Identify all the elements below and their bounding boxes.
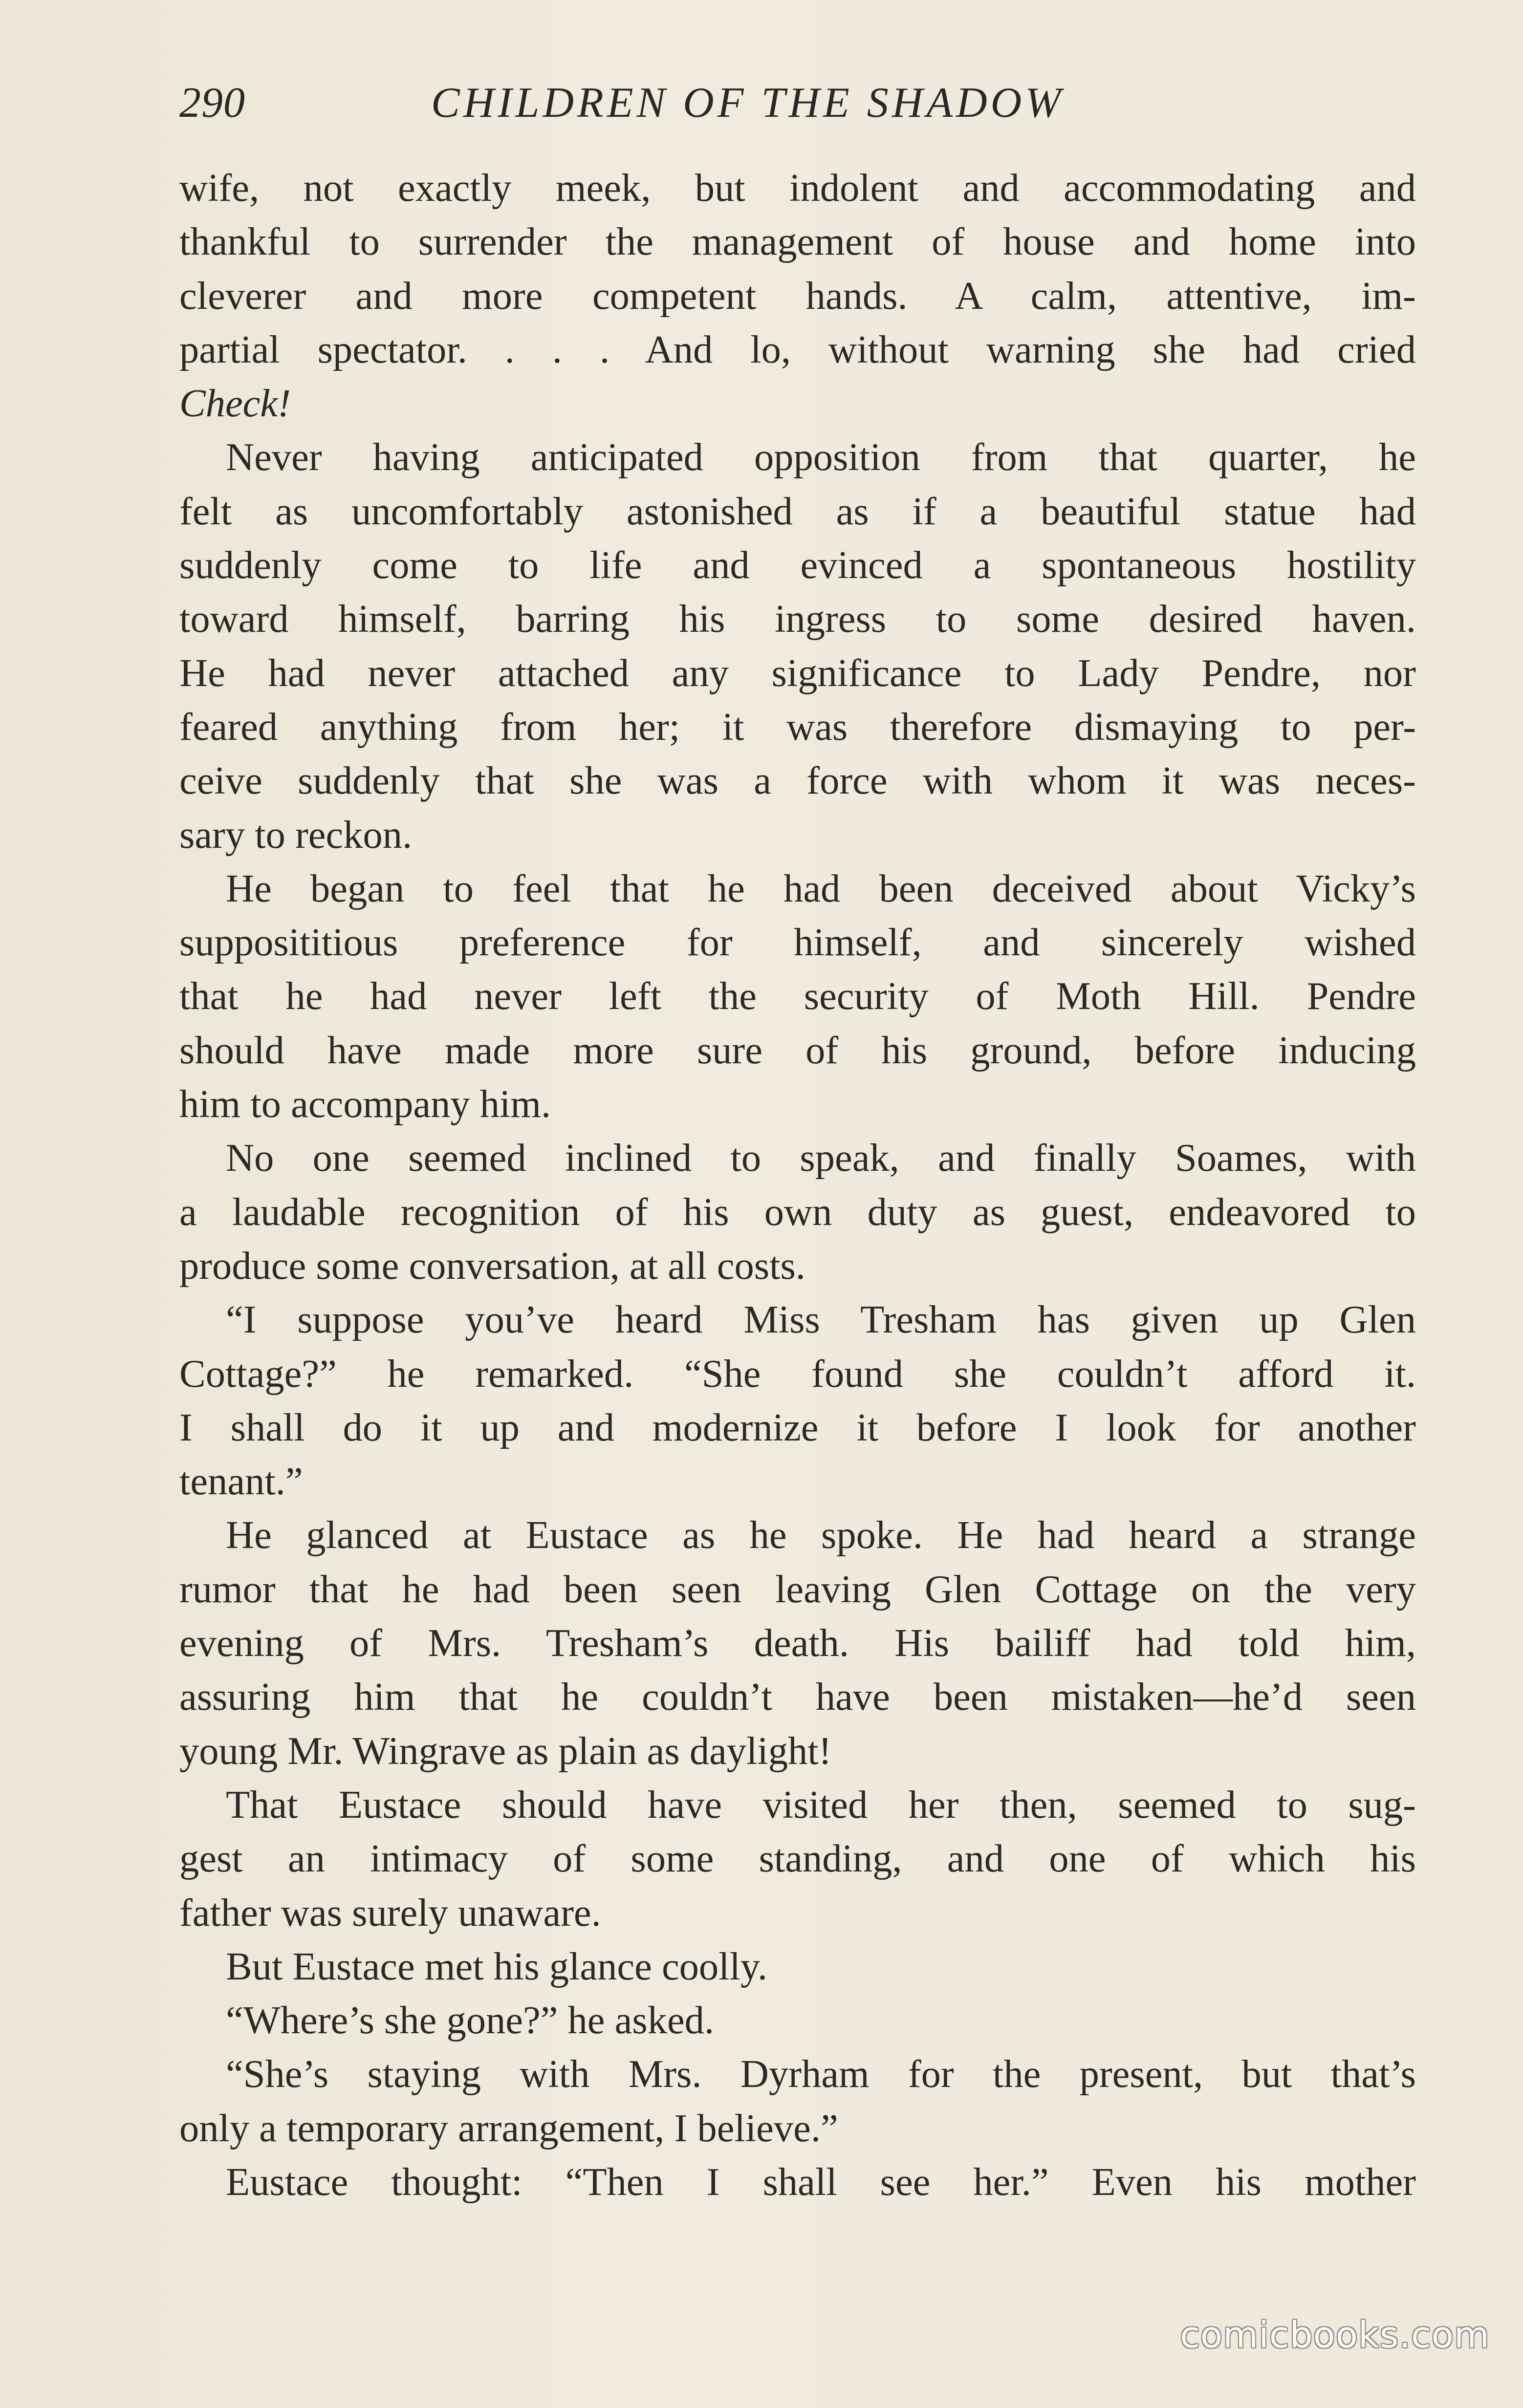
text-line: thankful to surrender the management of house and home into: [179, 220, 1416, 264]
text-line: Never having anticipated opposition from that quarter, he: [226, 435, 1416, 479]
text-line: suddenly come to life and evinced a spontaneous hostility: [179, 543, 1416, 587]
text-line: partial spectator. . . . And lo, without warning she had cried: [179, 327, 1416, 371]
text-line: supposititious preference for himself, and sincerely wished: [179, 921, 1416, 965]
text-line: I shall do it up and modernize it before I look for another: [179, 1405, 1416, 1449]
text-line: Cottage?” he remarked. “She found she couldn’t afford it.: [179, 1352, 1416, 1396]
text-line: should have made more sure of his ground, before inducing: [179, 1028, 1416, 1072]
text-line: produce some conversation, at all costs.: [179, 1244, 805, 1288]
text-line: No one seemed inclined to speak, and finally Soames, with: [226, 1136, 1416, 1180]
text-line: ceive suddenly that she was a force with whom it was neces-: [179, 759, 1416, 803]
text-line: cleverer and more competent hands. A calm, attentive, im-: [179, 274, 1416, 318]
text-line: sary to reckon.: [179, 813, 413, 857]
text-line: felt as uncomfortably astonished as if a beautiful statue had: [179, 489, 1416, 533]
text-line: wife, not exactly meek, but indolent and accommodating and: [179, 166, 1416, 210]
text-line: feared anything from her; it was therefore dismaying to per-: [179, 705, 1416, 749]
text-line: Check!: [179, 382, 291, 426]
text-line: He had never attached any significance to Lady Pendre, nor: [179, 651, 1416, 695]
text-line: That Eustace should have visited her then, seemed to sug-: [226, 1783, 1416, 1827]
running-title: CHILDREN OF THE SHADOW: [431, 79, 1065, 127]
body-text: [179, 161, 1416, 2209]
text-line: him to accompany him.: [179, 1082, 551, 1126]
text-line: young Mr. Wingrave as plain as daylight!: [179, 1729, 832, 1773]
text-line: rumor that he had been seen leaving Glen Cottage on the very: [179, 1567, 1416, 1611]
text-line: evening of Mrs. Tresham’s death. His bailiff had told him,: [179, 1621, 1416, 1665]
page-number: 290: [179, 79, 245, 127]
text-line: father was surely unaware.: [179, 1891, 601, 1935]
text-line: He glanced at Eustace as he spoke. He had heard a strange: [226, 1513, 1416, 1557]
text-line: assuring him that he couldn’t have been mistaken—he’d seen: [179, 1675, 1416, 1719]
text-line: “I suppose you’ve heard Miss Tresham has given up Glen: [226, 1298, 1416, 1342]
text-line: toward himself, barring his ingress to some desired haven.: [179, 597, 1416, 641]
text-line: a laudable recognition of his own duty as guest, endeavored to: [179, 1190, 1416, 1234]
page-header: [179, 78, 1416, 137]
text-line: He began to feel that he had been deceived about Vicky’s: [226, 866, 1416, 910]
text-line: that he had never left the security of Moth Hill. Pendre: [179, 974, 1416, 1018]
text-line: “Where’s she gone?” he asked.: [226, 1999, 715, 2042]
text-line: only a temporary arrangement, I believe.”: [179, 2106, 838, 2150]
text-line: Eustace thought: “Then I shall see her.” Even his mother: [226, 2160, 1416, 2204]
text-line: But Eustace met his glance coolly.: [226, 1944, 768, 1988]
text-line: tenant.”: [179, 1460, 303, 1504]
text-line: gest an intimacy of some standing, and one of which his: [179, 1837, 1416, 1881]
watermark: comicbooks.com: [1180, 2314, 1490, 2356]
text-line: “She’s staying with Mrs. Dyrham for the present, but that’s: [226, 2052, 1416, 2096]
